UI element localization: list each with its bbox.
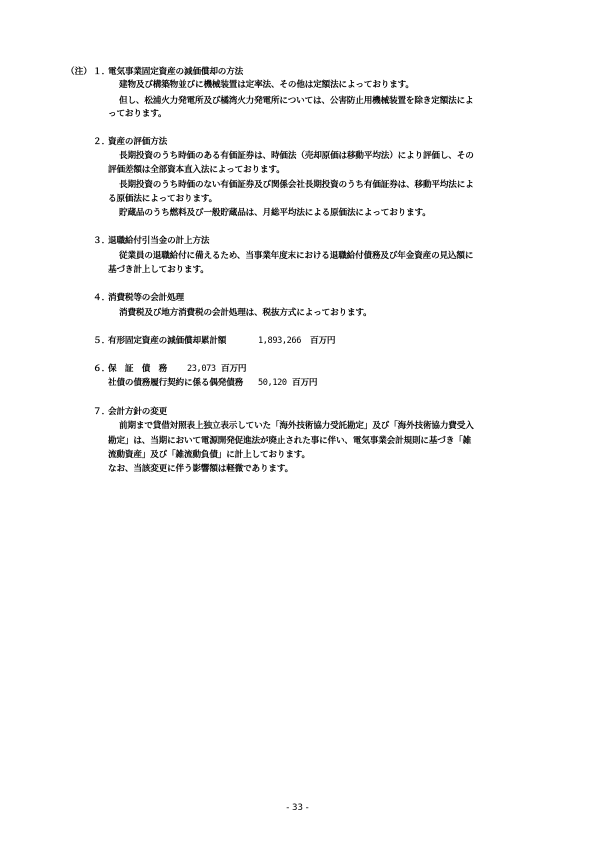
section-line: っております。: [108, 109, 167, 119]
section-heading: 電気事業固定資産の減価償却の方法: [108, 67, 244, 77]
depreciation-label: 有形固定資産の減価償却累計額: [108, 336, 227, 346]
section-line: 建物及び構築物並びに機械装置は定率法、その他は定額法によっております。: [119, 80, 414, 90]
section-number: １．: [93, 67, 111, 77]
section-line: 前期まで貸借対照表上独立表示していた「海外技術協力受託勘定」及び「海外技術協力費受入: [119, 421, 474, 431]
section-line: 長期投資のうち時価のある有価証券は、時価法（売却原価は移動平均法）により評価し、その: [119, 151, 474, 161]
section-number: ５．: [93, 336, 111, 346]
section-line: 流動資産」及び「雑流動負債」に計上しております。: [108, 450, 310, 460]
section-line: 勘定」は、当期において電源開発促進法が廃止された事に伴い、電気事業会計規則に基づき「雑: [108, 436, 472, 446]
section-number: ２．: [93, 137, 111, 147]
section-number: ４．: [93, 293, 111, 303]
section-heading: 資産の評価方法: [108, 137, 168, 147]
contingent-liability-label: 社債の債務履行契約に係る偶発債務: [108, 378, 244, 388]
section-heading: 消費税等の会計処理: [108, 293, 184, 303]
note-prefix: （注）: [66, 67, 92, 77]
guarantee-label: 保 証 債 務: [108, 364, 168, 374]
section-number: ６．: [93, 364, 111, 374]
section-line: 貯蔵品のうち燃料及び一般貯蔵品は、月総平均法による原価法によっております。: [119, 208, 431, 218]
section-heading: 退職給付引当金の計上方法: [108, 236, 210, 246]
guarantee-unit: 百万円: [221, 364, 247, 374]
section-line: 従業員の退職給付に備えるため、当事業年度末における退職給付債務及び年金資産の見込額に: [119, 251, 474, 261]
contingent-liability-unit: 百万円: [292, 378, 318, 388]
section-line: 基づき計上しております。: [108, 265, 209, 275]
depreciation-unit: 百万円: [310, 336, 336, 346]
section-line: る原価法によっております。: [108, 194, 218, 204]
section-line: 但し、松浦火力発電所及び橘湾火力発電所については、公害防止用機械装置を除き定額法によ: [119, 96, 474, 106]
section-heading: 会計方針の変更: [108, 407, 168, 417]
section-line: 消費税及び地方消費税の会計処理は、税抜方式によっております。: [119, 308, 372, 318]
guarantee-value: 23,073: [187, 364, 216, 374]
contingent-liability-value: 50,120: [258, 378, 287, 388]
section-number: ７．: [93, 407, 111, 417]
page-number: - 33 -: [286, 803, 309, 813]
section-line: なお、当該変更に伴う影響額は軽微であります。: [108, 464, 294, 474]
depreciation-value: 1,893,266: [258, 336, 301, 346]
section-line: 評価差額は全部資本直入法によっております。: [108, 165, 285, 175]
section-number: ３．: [93, 236, 111, 246]
section-line: 長期投資のうち時価のない有価証券及び関係会社長期投資のうち有価証券は、移動平均法によ: [119, 180, 474, 190]
